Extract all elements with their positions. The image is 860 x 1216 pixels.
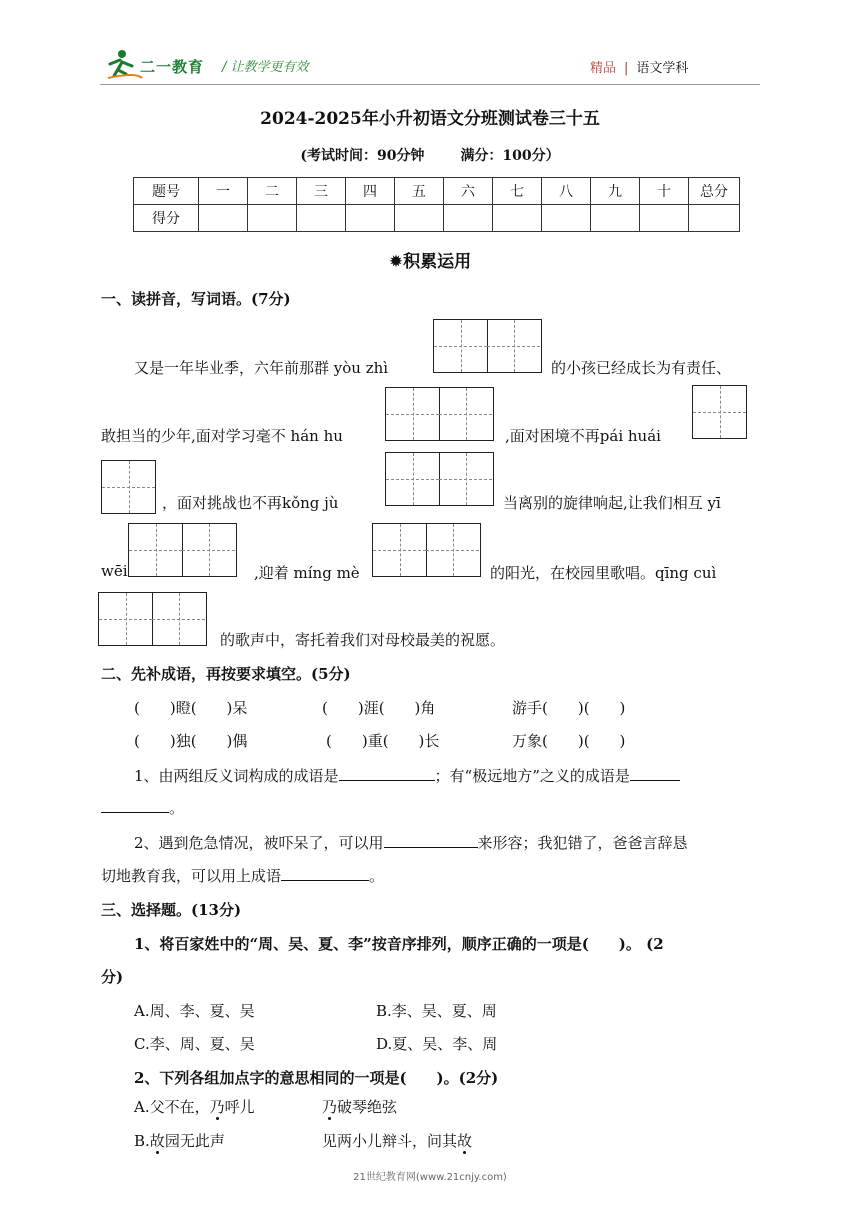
- exam-info: [0, 145, 860, 165]
- q3-item-1: 1、将百家姓中的“周、吴、夏、李”按音序排列，顺序正确的一项是( )。 (2: [134, 935, 664, 953]
- score-cell[interactable]: [542, 205, 591, 232]
- q2-sub-2-text: 来形容；我犯错了，爸爸言辞恳: [477, 834, 688, 852]
- page-title: 2024-2025年小升初语文分班测试卷三十五: [260, 109, 600, 129]
- section-heading: ✹积累运用: [388, 252, 472, 272]
- q2-sub-1-cont: [101, 797, 184, 818]
- idiom-blank[interactable]: ( )独( )偶: [134, 732, 248, 750]
- dotted-char: 乃: [322, 1098, 338, 1116]
- idiom-blank[interactable]: 游手( )( ): [512, 699, 626, 717]
- dotted-char: 故: [149, 1132, 165, 1150]
- q3-2-option-b-right[interactable]: [322, 1130, 472, 1151]
- tag-quality: 精品: [590, 61, 617, 76]
- header-cell: 十: [640, 178, 689, 205]
- q3-item-2: 2、下列各组加点字的意思相同的一项是( )。(2分): [134, 1069, 499, 1087]
- option-a[interactable]: A.周、李、夏、吴: [134, 1002, 255, 1020]
- score-cell[interactable]: [199, 205, 248, 232]
- header-cell: 七: [493, 178, 542, 205]
- q2-sub-1-text: 。: [169, 799, 185, 817]
- idiom-blank[interactable]: ( )涯( )角: [322, 699, 436, 717]
- q2-sub-1-text: ；有“极远地方”之义的成语是: [434, 767, 630, 785]
- exam-full-score: 满分：100分）: [460, 148, 560, 164]
- option-text: B.: [134, 1132, 150, 1150]
- option-text: A.父不在，: [134, 1098, 210, 1116]
- tianzige-box[interactable]: [128, 523, 237, 577]
- header-cell: 二: [248, 178, 297, 205]
- q3-2-option-a-left[interactable]: [134, 1096, 255, 1117]
- q1-text: 敢担当的少年,面对学习毫不 hán hu: [101, 427, 343, 445]
- score-table-header-row: [134, 178, 740, 205]
- q3-2-option-a-right[interactable]: [322, 1096, 397, 1117]
- score-table: [133, 177, 740, 232]
- option-d[interactable]: D.夏、吴、李、周: [376, 1035, 498, 1053]
- answer-blank[interactable]: [384, 833, 478, 848]
- tianzige-box[interactable]: [385, 452, 494, 506]
- question-1-heading: 一、读拼音，写词语。(7分): [101, 290, 291, 308]
- tag-subject: 语文学科: [636, 61, 689, 76]
- score-row-label: 得分: [134, 205, 199, 232]
- tianzige-box[interactable]: [98, 592, 207, 646]
- header-cell: 题号: [134, 178, 199, 205]
- answer-blank[interactable]: [101, 798, 169, 813]
- header-divider: [100, 84, 760, 85]
- q1-text: wēi: [101, 562, 128, 580]
- idiom-blank[interactable]: 万象( )( ): [512, 732, 626, 750]
- tianzige-box[interactable]: [101, 460, 156, 514]
- footer-source: 21世纪教育网(www.21cnjy.com): [353, 1172, 507, 1183]
- header-cell: 四: [346, 178, 395, 205]
- q1-text: 当离别的旋律响起,让我们相互 yī: [503, 494, 721, 512]
- header-cell: 一: [199, 178, 248, 205]
- q2-sub-2-text: 2、遇到危急情况，被吓呆了，可以用: [134, 834, 384, 852]
- header-cell: 总分: [689, 178, 740, 205]
- tianzige-box[interactable]: [385, 387, 494, 441]
- slogan: / 让教学更有效: [222, 60, 309, 75]
- q1-text: ,面对困境不再pái huái: [505, 427, 661, 445]
- q1-text: 的小孩已经成长为有责任、: [551, 359, 732, 377]
- answer-blank[interactable]: [281, 866, 369, 881]
- q2-sub-2-text: 切地教育我，可以用上成语: [101, 867, 282, 885]
- question-2-heading: 二、先补成语，再按要求填空。(5分): [101, 665, 351, 683]
- header-cell: 九: [591, 178, 640, 205]
- option-text: 破琴绝弦: [337, 1098, 398, 1116]
- q1-text: 的歌声中，寄托着我们对母校最美的祝愿。: [220, 631, 506, 649]
- score-cell[interactable]: [346, 205, 395, 232]
- header-tags: [590, 57, 688, 76]
- q3-item-1-cont: 分): [101, 968, 124, 986]
- q1-text: 又是一年毕业季，六年前那群 yòu zhì: [134, 359, 389, 377]
- tianzige-box[interactable]: [433, 319, 542, 373]
- score-cell[interactable]: [444, 205, 493, 232]
- question-3-heading: 三、选择题。(13分): [101, 901, 242, 919]
- header-cell: 六: [444, 178, 493, 205]
- answer-blank[interactable]: [339, 766, 435, 781]
- q2-sub-1-text: 1、由两组反义词构成的成语是: [134, 767, 339, 785]
- option-c[interactable]: C.李、周、夏、吴: [134, 1035, 255, 1053]
- q2-sub-1: [134, 765, 680, 786]
- header-cell: 五: [395, 178, 444, 205]
- answer-blank[interactable]: [630, 766, 680, 781]
- header-cell: 三: [297, 178, 346, 205]
- score-cell[interactable]: [640, 205, 689, 232]
- score-table-score-row: [134, 205, 740, 232]
- q1-text: ,迎着 míng mè: [254, 564, 360, 582]
- q2-sub-2: [134, 832, 688, 853]
- score-cell[interactable]: [591, 205, 640, 232]
- q3-2-option-b-left[interactable]: [134, 1130, 225, 1151]
- option-text: 呼儿: [224, 1098, 255, 1116]
- q2-sub-2-cont: [101, 865, 384, 886]
- tag-separator: |: [624, 61, 629, 76]
- q1-text: 的阳光，在校园里歌唱。qīng cuì: [490, 564, 717, 582]
- option-b[interactable]: B.李、吴、夏、周: [376, 1002, 497, 1020]
- option-text: 见两小儿辩斗，问其: [322, 1132, 458, 1150]
- score-cell[interactable]: [395, 205, 444, 232]
- header-cell: 八: [542, 178, 591, 205]
- dotted-char: 乃: [209, 1098, 225, 1116]
- option-text: 园无此声: [164, 1132, 225, 1150]
- logo-text: 二一教育: [140, 58, 205, 76]
- q2-sub-2-text: 。: [369, 867, 385, 885]
- tianzige-box[interactable]: [692, 385, 747, 439]
- idiom-blank[interactable]: ( )重( )长: [326, 732, 440, 750]
- idiom-blank[interactable]: ( )瞪( )呆: [134, 699, 248, 717]
- score-cell[interactable]: [689, 205, 740, 232]
- exam-time: (考试时间：90分钟: [300, 148, 425, 164]
- score-cell[interactable]: [297, 205, 346, 232]
- tianzige-box[interactable]: [372, 523, 481, 577]
- score-cell[interactable]: [248, 205, 297, 232]
- dotted-char: 故: [457, 1132, 473, 1150]
- q1-text: ，面对挑战也不再kǒng jù: [162, 494, 339, 512]
- score-cell[interactable]: [493, 205, 542, 232]
